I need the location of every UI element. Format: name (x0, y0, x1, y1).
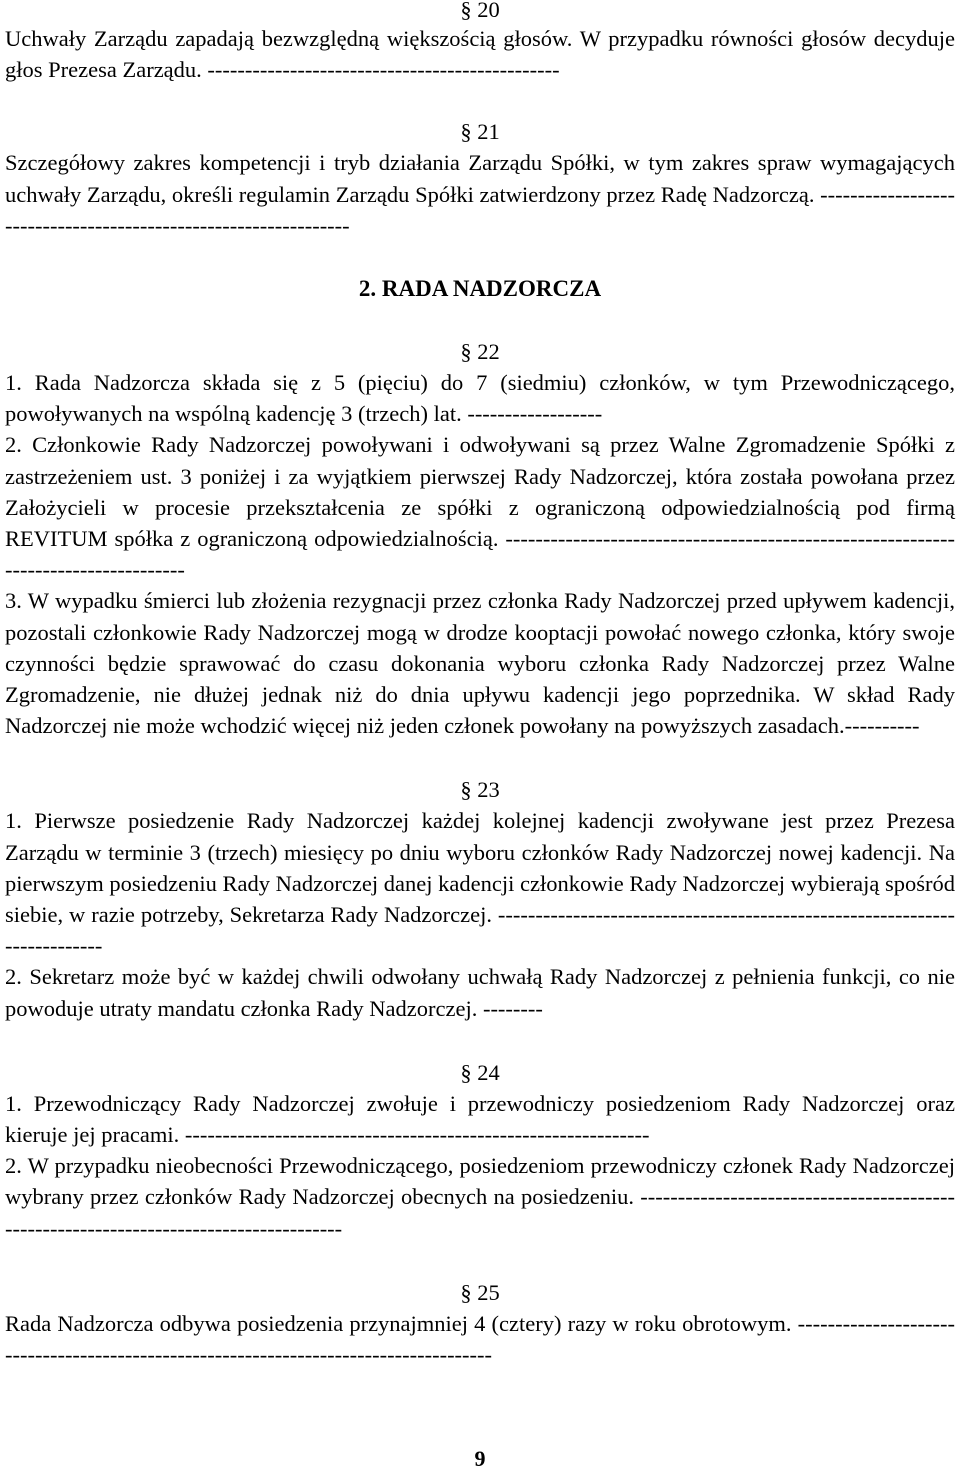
section-heading-20 (5, 0, 955, 25)
section-heading-24 (5, 1057, 955, 1088)
section-number: § 22 (460, 339, 500, 365)
page-number: 9 (474, 1446, 486, 1471)
paragraph-20: Uchwały Zarządu zapadają bezwzględną większością głosów. W przypadku równości głosów decyduje głos Prezesa Zarządu. ----------------------------------------------- (5, 26, 955, 83)
section-heading-21 (5, 116, 955, 147)
section-number: § 25 (460, 1279, 500, 1305)
section-heading-23 (5, 774, 955, 805)
paragraph-24-1: 1. Przewodniczący Rady Nadzorczej zwołuje i przewodniczy posiedzeniom Rady Nadzorczej oraz kieruje jej pracami. -------------------------------------------------------------- (5, 1090, 955, 1148)
section-number: § 20 (460, 0, 500, 22)
chapter-title: 2. RADA NADZORCZA (358, 276, 602, 302)
paragraph-22-2: 2. Członkowie Rady Nadzorczej powoływani i odwoływani są przez Walne Zgromadzenie Spółki z zastrzeżeniem ust. 3 poniżej i za wyjątkiem pierwszej Rady Nadzorczej, która została powołana przez Założycieli w procesie przekształcenia ze spółki z ograniczoną odpowiedzialnością pod firmą REVITUM spółka z ograniczoną odpowiedzialnością. ------------------------------------------------------------------------------------ (5, 432, 955, 583)
section-heading-22 (5, 336, 955, 367)
paragraph-24-2: 2. W przypadku nieobecności Przewodniczącego, posiedzeniom przewodniczy członek Rady Nadzorczej wybrany przez członków Rady Nadzorczej obecnych na posiedzeniu. --------------------------------------------------------------------------------------- (5, 1153, 955, 1241)
paragraph-21: Szczegółowy zakres kompetencji i tryb działania Zarządu Spółki, w tym zakres spraw wymagających uchwały Zarządu, określi regulamin Zarządu Spółki zatwierdzony przez Radę Nadzorczą. ---------------------------------------------------------------- (5, 150, 955, 238)
section-heading-25 (5, 1277, 955, 1308)
paragraph-23-1: 1. Pierwsze posiedzenie Rady Nadzorczej każdej kolejnej kadencji zwoływane jest przez Prezesa Zarządu w terminie 3 (trzech) miesięcy po dniu wyboru członków Rady Nadzorczej nowej kadencji. Na pierwszym posiedzeniu Rady Nadzorczej danej kadencji członkowie Rady Nadzorczej wybierają spośród siebie, w razie potrzeby, Sekretarza Rady Nadzorczej. -------------------------------------------------------------------------- (5, 808, 955, 959)
document-page (5, 0, 955, 1370)
section-number: § 24 (460, 1059, 500, 1085)
paragraph-22-3: 3. W wypadku śmierci lub złożenia rezygnacji przez członka Rady Nadzorczej przed upływem kadencji, pozostali członkowie Rady Nadzorczej mogą w drodze kooptacji powołać nowego członka, który swoje czynności będzie sprawować do czasu dokonania wyboru członka Rady Nadzorczej przez Walne Zgromadzenie, nie dłużej jednak niż do dnia upływu kadencji jego poprzednika. W skład Rady Nadzorczej nie może wchodzić więcej niż jeden członek powołany na powyższych zasadach.---------- (5, 588, 955, 739)
paragraph-25: Rada Nadzorcza odbywa posiedzenia przynajmniej 4 (cztery) razy w roku obrotowym. -------------------------------------------------------------------------------------- (5, 1310, 955, 1368)
section-number: § 21 (460, 119, 500, 145)
section-number: § 23 (460, 777, 500, 803)
paragraph-23-2: 2. Sekretarz może być w każdej chwili odwołany uchwałą Rady Nadzorczej z pełnienia funkcji, co nie powoduje utraty mandatu członka Rady Nadzorczej. -------- (5, 964, 955, 1021)
paragraph-22-1: 1. Rada Nadzorcza składa się z 5 (pięciu) do 7 (siedmiu) członków, w tym Przewodniczącego, powoływanych na wspólną kadencję 3 (trzech) lat. ------------------ (5, 370, 955, 427)
